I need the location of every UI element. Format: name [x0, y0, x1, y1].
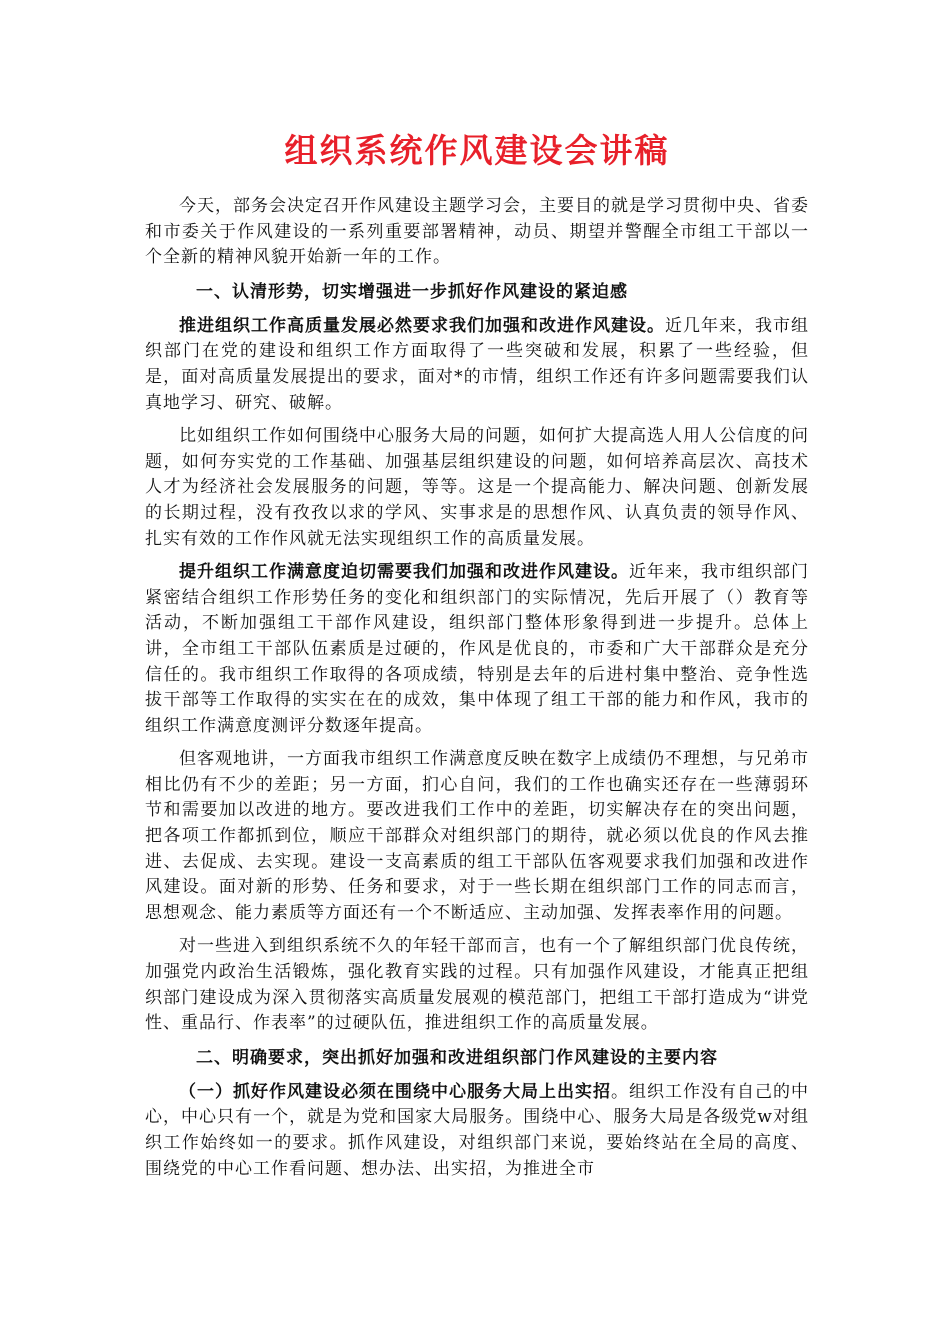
paragraph-3 [145, 560, 809, 739]
section-1-heading: 一、认清形势，切实增强进一步抓好作风建设的紧迫感 [196, 281, 628, 302]
paragraph-3-lead: 提升组织工作满意度迫切需要我们加强和改进作风建设。 [179, 562, 629, 583]
intro-paragraph: 今天，部务会决定召开作风建设主题学习会，主要目的就是学习贯彻中央、省委和市委关于作风建设的一系列重要部署精神，动员、期望并警醒全市组工干部以一个全新的精神风貌开始新一年的工作。 [145, 196, 809, 268]
document-title: 组织系统作风建设会讲稿 [284, 131, 670, 170]
paragraph-6-body: 。组织工作没有自己的中心，中心只有一个，就是为党和国家大局服务。围绕中心、服务大局是各级党w对组织工作始终如一的要求。抓作风建设，对组织部门来说，要始终站在全局的高度、围绕党的中心工作看问题、想办法、出实招，为推进全市 [145, 1081, 809, 1179]
paragraph-2: 比如组织工作如何围绕中心服务大局的问题，如何扩大提高选人用人公信度的问题，如何夯实党的工作基础、加强基层组织建设的问题，如何培养高层次、高技术人才为经济社会发展服务的问题，等等。这是一个提高能力、解决问题、创新发展的长期过程，没有孜孜以求的学风、实事求是的思想作风、认真负责的领导作风、扎实有效的工作作风就无法实现组织工作的高质量发展。 [145, 426, 809, 549]
paragraph-3-body: 近年来，我市组织部门紧密结合组织工作形势任务的变化和组织部门的实际情况，先后开展了（）教育等活动，不断加强组工干部作风建设，组织部门整体形象得到进一步提升。总体上讲，全市组工干部队伍素质是过硬的，作风是优良的，市委和广大干部群众是充分信任的。我市组织工作取得的各项成绩，特别是去年的后进村集中整治、竞争性选拔干部等工作取得的实实在在的成效，集中体现了组工干部的能力和作风，我市的组织工作满意度测评分数逐年提高。 [145, 562, 809, 736]
paragraph-1 [145, 314, 809, 416]
paragraph-6 [145, 1080, 809, 1182]
paragraph-1-body: 近几年来，我市组织部门在党的建设和组织工作方面取得了一些突破和发展，积累了一些经验，但是，面对高质量发展提出的要求，面对*的市情，组织工作还有许多问题需要我们认真地学习、研究、破解。 [145, 315, 809, 413]
paragraph-6-lead: （一）抓好作风建设必须在围绕中心服务大局上出实招 [179, 1081, 611, 1102]
paragraph-5: 对一些进入到组织系统不久的年轻干部而言，也有一个了解组织部门优良传统，加强党内政治生活锻炼，强化教育实践的过程。只有加强作风建设，才能真正把组织部门建设成为深入贯彻落实高质量发展观的模范部门，把组工干部打造成为“讲党性、重品行、作表率”的过硬队伍，推进组织工作的高质量发展。 [145, 936, 809, 1034]
paragraph-4: 但客观地讲，一方面我市组织工作满意度反映在数字上成绩仍不理想，与兄弟市相比仍有不少的差距；另一方面，扪心自问，我们的工作也确实还存在一些薄弱环节和需要加以改进的地方。要改进我们工作中的差距，切实解决存在的突出问题，把各项工作都抓到位，顺应干部群众对组织部门的期待，就必须以优良的作风去推进、去促成、去实现。建设一支高素质的组工干部队伍客观要求我们加强和改进作风建设。面对新的形势、任务和要求，对于一些长期在组织部门工作的同志而言， 思想观念、能力素质等方面还有一个不断适应、主动加强、发挥表率作用的问题。 [145, 749, 809, 923]
paragraph-1-lead: 推进组织工作高质量发展必然要求我们加强和改进作风建设。 [179, 315, 665, 336]
section-2-heading: 二、明确要求，突出抓好加强和改进组织部门作风建设的主要内容 [196, 1047, 718, 1068]
document-page [145, 128, 809, 1190]
